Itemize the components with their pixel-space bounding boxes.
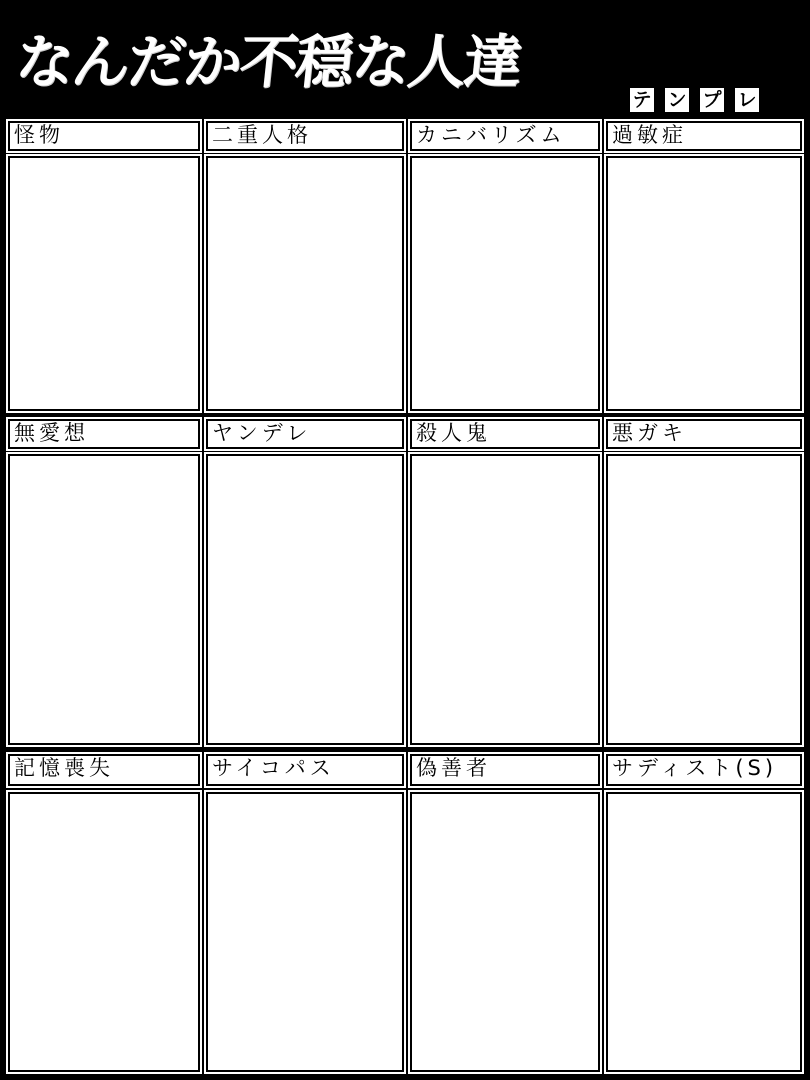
subtitle-char: テ xyxy=(630,88,654,112)
cell-drawing-area[interactable] xyxy=(204,154,406,413)
cell-label: 二重人格 xyxy=(204,119,406,153)
cell-label: ヤンデレ xyxy=(204,417,406,451)
cell-drawing-area[interactable] xyxy=(604,790,804,1074)
cell-drawing-area[interactable] xyxy=(204,452,406,747)
cell-drawing-area[interactable] xyxy=(6,154,202,413)
cell-drawing-area[interactable] xyxy=(204,790,406,1074)
cell-drawing-area[interactable] xyxy=(604,154,804,413)
subtitle-char: ン xyxy=(665,88,689,112)
cell-label: 怪物 xyxy=(6,119,202,153)
cell-label: 無愛想 xyxy=(6,417,202,451)
cell-label: 悪ガキ xyxy=(604,417,804,451)
cell-drawing-area[interactable] xyxy=(408,790,602,1074)
cell-label: 過敏症 xyxy=(604,119,804,153)
cell-label: サディスト(S) xyxy=(604,752,804,788)
cell-label: サイコパス xyxy=(204,752,406,788)
cell-label: 偽善者 xyxy=(408,752,602,788)
cell-drawing-area[interactable] xyxy=(408,154,602,413)
cell-drawing-area[interactable] xyxy=(408,452,602,747)
subtitle-char: レ xyxy=(735,88,759,112)
template-subtitle xyxy=(630,88,759,112)
cell-label: カニバリズム xyxy=(408,119,602,153)
page-title: なんだか不穏な人達 xyxy=(12,28,524,96)
cell-drawing-area[interactable] xyxy=(6,452,202,747)
cell-drawing-area[interactable] xyxy=(604,452,804,747)
subtitle-char: プ xyxy=(700,88,724,112)
cell-label: 殺人鬼 xyxy=(408,417,602,451)
cell-label: 記憶喪失 xyxy=(6,752,202,788)
cell-drawing-area[interactable] xyxy=(6,790,202,1074)
